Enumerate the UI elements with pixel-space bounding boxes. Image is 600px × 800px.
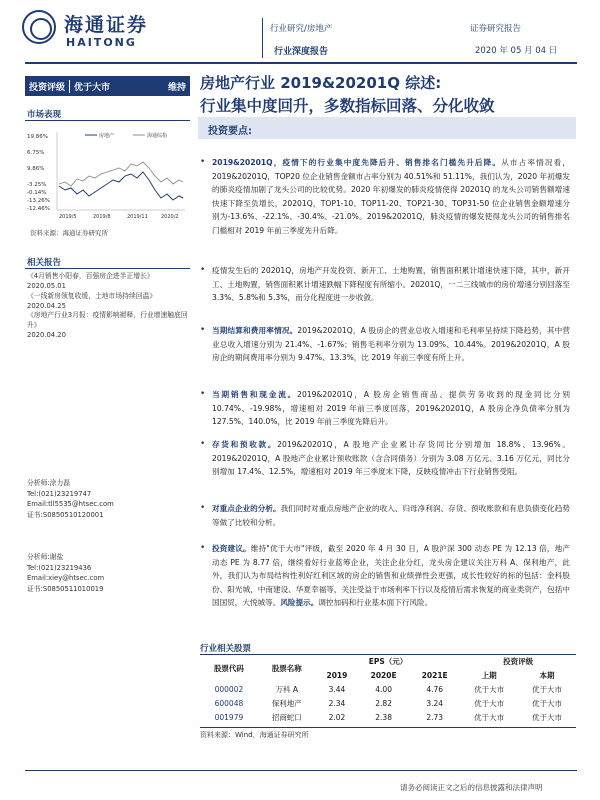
rating-prev: 优于大市 [474, 712, 505, 722]
col-header-2021e: 2021E [421, 670, 448, 680]
analyst-name: 分析师:涂力磊 [27, 479, 71, 487]
x-tick: 2019/11 [127, 214, 148, 220]
bullet-icon: • [200, 439, 206, 449]
key-point-item [200, 324, 570, 365]
key-point-item [200, 438, 570, 479]
key-point-body: 我们同时对重点房地产企业的收入、归母净利润、存货、预收账款和有息负债变化趋势等做了比较和分析。 [212, 504, 571, 527]
rating-prev: 优于大市 [474, 684, 505, 694]
stock-name: 保利地产 [271, 698, 302, 708]
key-point-body: 疫情发生后的 20201Q，房地产开发投资、新开工、土地购置，销售面积累计增速快速下降，其中，新开工、土地购置，销售面积累计增速跌幅下降程度有所缩小。20201Q，一二三线城市的房价增速分别回落至 3.3%、5.8%和 5.3%，而分化程度进一步收敛。 [212, 266, 570, 302]
col-header-name: 股票名称 [271, 663, 302, 673]
report-label: 证券研究报告 [470, 24, 522, 34]
key-point-lead: 当期结算和费用率情况。 [212, 326, 298, 335]
x-tick: 2020/2 [161, 214, 179, 220]
legend-index: 海通综指 [147, 133, 168, 139]
bullet-icon: • [200, 389, 206, 399]
stock-code-link[interactable]: 001979 [214, 712, 244, 722]
report-date: 2020 年 05 月 04 日 [475, 46, 558, 56]
eps-2020e: 2.82 [375, 698, 392, 708]
analyst-email[interactable]: Email:tll5535@htsec.com [27, 500, 114, 509]
chart-source: 资料来源：海通证券研究所 [30, 229, 108, 237]
related-report-date: 2020.05.01 [27, 281, 66, 290]
y-tick: -12.46% [27, 206, 50, 212]
key-point-item [200, 264, 570, 305]
rating-bar [25, 76, 190, 96]
page-title: 房地产行业 2019&20201Q 综述: [200, 74, 442, 92]
key-point-body: 维持"优于大市"评级，截至 2020 年 4 月 30 日，A 股沪深 300 动态 PE 为 12.13 倍，地产动态 PE 为 8.77 倍，继续看好行业蓝筹企业，关注企业分红，龙头房企建议关注万科 A、保利地产，此外，我们认为布局结构性利好红利区域的房企的销售和业绩弹性会更强，成长性较好的标的包括：金科股份、阳光城，中南建设、华夏幸福等，关注受益于市场利率下行以及疫情后需求恢复的商业类资产，包括中国国贸，大悦城等。 [212, 544, 570, 607]
table-source: 资料来源：Wind，海通证券研究所 [200, 731, 309, 739]
col-header-curr: 本期 [539, 670, 555, 680]
market-section-rule [25, 120, 190, 121]
analyst-block-1 [27, 478, 189, 520]
report-type: 行业深度报告 [274, 47, 329, 57]
table-row [200, 710, 576, 724]
analyst-tel: Tel:(021)23219436 [27, 563, 92, 572]
risk-body: 调控加码和行业基本面下行风险。 [318, 598, 433, 607]
eps-2020e: 2.38 [375, 712, 392, 722]
y-tick: -13.26% [27, 198, 50, 204]
analyst-tel: Tel:(021)23219747 [27, 489, 92, 498]
x-tick: 2019/5 [59, 214, 77, 220]
header-rule [25, 62, 577, 64]
rating-value: 优于大市 [69, 80, 114, 93]
y-tick: 19.86% [27, 134, 48, 140]
eps-2020e: 4.00 [375, 684, 392, 694]
key-point-item [200, 542, 570, 610]
key-point-body: 2019&20201Q，A 股地产企业累计存货同比分别增加 18.8%、13.96%。2019&20201Q，A 股地产企业累计预收账款（含合同债务）分别为 3.08 万亿元、3.16 万亿元，同比分别增加 17.4%、12.5%，增速相对 2019 年三季度末下降，反映疫情冲击下行业销售受阻。 [212, 440, 571, 476]
analyst-name: 分析师:谢盐 [27, 553, 64, 561]
col-header-prev: 上期 [481, 670, 497, 680]
y-tick: 6.75% [27, 150, 45, 156]
logo-emblem-icon [22, 10, 56, 44]
key-points-header [198, 117, 576, 139]
rating-status: 维持 [167, 82, 186, 93]
header-divider [262, 18, 263, 58]
related-report-date: 2020.04.25 [27, 301, 66, 310]
rating-curr: 优于大市 [532, 698, 563, 708]
key-point-item [200, 156, 570, 237]
bullet-icon: • [200, 503, 206, 513]
bullet-icon: • [200, 543, 206, 553]
eps-2019: 2.02 [328, 712, 346, 722]
key-points-title: 投资要点: [208, 126, 252, 137]
analyst-cert: 证书:S0850510120001 [27, 510, 104, 519]
y-tick: -3.25% [27, 182, 47, 188]
col-header-rating: 投资评级 [503, 656, 534, 666]
related-report-title[interactable]: 《一线新房领复收缓，土地市场持续回温》 [27, 291, 157, 300]
related-section-rule [25, 268, 190, 269]
logo-text-cn: 海通证券 [64, 14, 149, 36]
col-header-2019: 2019 [326, 670, 348, 680]
stock-table [200, 654, 576, 724]
report-category: 行业研究/房地产 [270, 24, 333, 34]
key-point-body: 从市占率情况看，2019&20201Q，TOP20 位企业销售金额市占率分别为 40.51%和 51.11%，我们认为，2020 年初爆发的肺炎疫情加剧了龙头公司的比较优势。2020 年初爆发的肺炎疫情使得 20201Q 的龙头公司销售额增速快速下降至负增长，20201Q，TOP1-10、TOP11-20、TOP21-30、TOP31-50 位企业销售金额增速分别为-13.6%、-22.1%、-30.4%、-21.0%。2019&20201Q，肺炎疫情的爆发使得龙头公司的销售排名门槛相对 2019 年前三季度先升后降。 [212, 158, 571, 235]
key-point-item [200, 388, 570, 429]
stock-name: 招商蛇口 [271, 712, 302, 722]
eps-2019: 3.44 [328, 684, 346, 694]
analyst-block-2 [27, 552, 189, 594]
key-point-item [200, 502, 570, 529]
related-report-title[interactable]: 《房地产行业3月报：疫情影响褪释，行业增速触底回升》 [27, 311, 188, 330]
col-header-eps: EPS（元） [368, 656, 408, 666]
key-point-body: 2019&20201Q，A 股房企的营业总收入增速和毛利率呈持续下降趋势，其中营业总收入增速分别为 21.4%、-1.67%；销售毛利率分别为 13.09%、10.44%。2019&20201Q，A 股房企的期间费用率分别为 9.47%、13.3%，比 2019 年前三季度有所上升。 [212, 326, 570, 362]
footer-disclaimer[interactable]: 请务必阅读正文之后的信息披露和法律声明 [400, 783, 543, 792]
analyst-email[interactable]: Email:xiey@htsec.com [27, 574, 105, 583]
legend-realestate: 房地产 [99, 133, 115, 139]
stock-code-link[interactable]: 600048 [214, 698, 244, 708]
company-logo [22, 8, 162, 56]
rating-curr: 优于大市 [532, 684, 563, 694]
key-point-lead: 2019&20201Q，疫情下的行业集中度先降后升、销售排名门槛先升后降。 [212, 158, 502, 167]
rating-prev: 优于大市 [474, 698, 505, 708]
bullet-icon: • [200, 157, 206, 167]
table-row [200, 696, 576, 710]
table-row [200, 682, 576, 696]
eps-2019: 2.34 [328, 698, 346, 708]
risk-lead: 风险提示。 [280, 598, 319, 607]
page-subtitle: 行业集中度回升，多数指标回落、分化收敛 [200, 97, 495, 115]
table-title: 行业相关股票 [200, 644, 252, 654]
eps-2021e: 3.24 [426, 698, 444, 708]
eps-2021e: 2.73 [426, 712, 444, 722]
market-chart [25, 124, 193, 224]
series-line-realestate [59, 172, 183, 200]
col-header-code: 股票代码 [213, 663, 244, 673]
rating-label: 投资评级 [29, 82, 66, 93]
related-report-title[interactable]: 《4月销售小阳春，百强房企进半正增长》 [27, 272, 154, 280]
bullet-icon: • [200, 265, 206, 275]
key-point-lead: 对重点企业的分析。 [212, 504, 281, 513]
stock-name: 万科 A [275, 684, 299, 694]
col-header-2020e: 2020E [370, 670, 397, 680]
related-section-title: 相关报告 [27, 258, 62, 268]
key-point-lead: 存货和预收款。 [212, 440, 278, 449]
key-point-body: 2019&20201Q，A 股房企销售商品、提供劳务收到的现金同比分别 10.74%、-19.98%，增速相对 2019 年前三季度回落，2019&20201Q，A 股房企净负债率分别为 127.5%、140.0%，比 2019 年前三季度先降后升。 [212, 390, 570, 426]
logo-text-en: HAITONG [66, 36, 137, 49]
series-line-index [59, 162, 183, 186]
y-tick: 9.86% [27, 166, 45, 172]
y-tick: -0.14% [27, 190, 47, 196]
rating-curr: 优于大市 [532, 712, 563, 722]
footer-rule [25, 770, 577, 771]
key-point-lead: 投资建议。 [212, 544, 251, 553]
table-header-row [200, 654, 576, 668]
table-bottom-rule [200, 727, 576, 728]
related-list [27, 272, 189, 341]
bullet-icon: • [200, 325, 206, 335]
market-section-title: 市场表现 [27, 110, 62, 120]
related-report-date: 2020.04.20 [27, 331, 66, 340]
key-point-lead: 当期销售和现金流。 [212, 390, 298, 399]
x-tick: 2019/8 [93, 214, 111, 220]
eps-2021e: 4.76 [426, 684, 444, 694]
analyst-cert: 证书:S0850511010019 [27, 584, 104, 593]
stock-code-link[interactable]: 000002 [214, 684, 244, 694]
